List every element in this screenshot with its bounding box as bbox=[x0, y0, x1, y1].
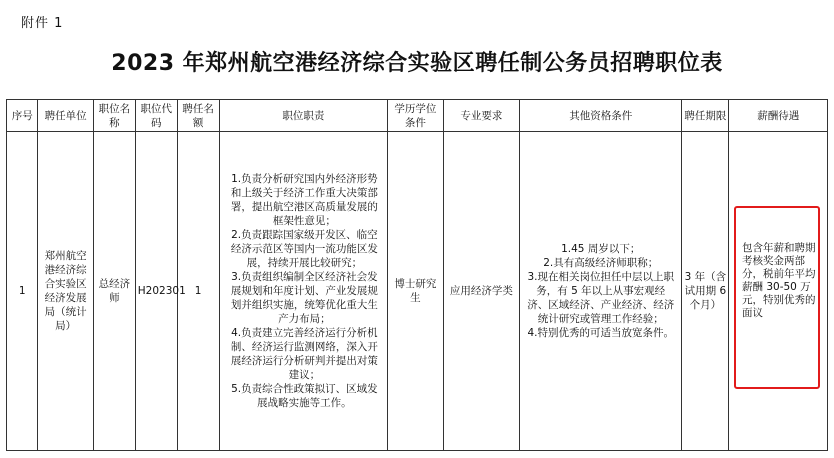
duties-text: 1.负责分析研究国内外经济形势和上级关于经济工作重大决策部署，提出航空港区高质量发展的框架性意见； 2.负责跟踪国家级开发区、临空经济示范区等国内一流功能区发展，持续开展比较研究； 3.负责组织编制全区经济社会发展规划和年度计划、产业发展规划并组织实施，统筹优化重大生产力布局； 4.负责建立完善经济运行分析机制、经济运行监测网络，深入开展经济运行分析研判并提出对策建议； 5.负责综合性政策拟订、区域发展战略实施等工作。 bbox=[230, 173, 378, 409]
job-table bbox=[6, 99, 828, 451]
attachment-label: 附件 1 bbox=[21, 16, 64, 31]
header-duties: 职位职责 bbox=[219, 100, 388, 132]
cell-term: 3 年（含试用期 6 个月） bbox=[682, 132, 729, 451]
header-unit: 聘任单位 bbox=[38, 100, 94, 132]
header-major: 专业要求 bbox=[443, 100, 519, 132]
header-position-code: 职位代码 bbox=[135, 100, 177, 132]
pay-text: 包含年薪和聘期考核奖金两部分，税前年平均薪酬 30-50 万元，特别优秀的面议 bbox=[742, 242, 816, 319]
header-pay: 薪酬待遇 bbox=[729, 100, 828, 132]
header-seq: 序号 bbox=[7, 100, 38, 132]
cell-duties bbox=[219, 132, 388, 451]
header-quota: 聘任名额 bbox=[177, 100, 219, 132]
cell-position-name: 总经济师 bbox=[93, 132, 135, 451]
cell-position-code: H202301 bbox=[135, 132, 177, 451]
header-position-name: 职位名称 bbox=[93, 100, 135, 132]
cell-degree: 博士研究生 bbox=[388, 132, 444, 451]
other-conditions-text: 1.45 周岁以下； 2.具有高级经济师职称； 3.现在相关岗位担任中层以上职务，有 5 年以上从事宏观经济、区域经济、产业经济、经济统计研究或管理工作经验； 4.特别优秀的可适当放宽条件。 bbox=[527, 243, 675, 339]
table-header-row bbox=[7, 100, 828, 132]
cell-other bbox=[520, 132, 682, 451]
cell-quota: 1 bbox=[177, 132, 219, 451]
header-other: 其他资格条件 bbox=[520, 100, 682, 132]
cell-unit: 郑州航空港经济综合实验区经济发展局（统计局） bbox=[38, 132, 94, 451]
document-title: 2023 年郑州航空港经济综合实验区聘任制公务员招聘职位表 bbox=[111, 51, 723, 76]
header-degree: 学历学位条件 bbox=[388, 100, 444, 132]
cell-major: 应用经济学类 bbox=[443, 132, 519, 451]
table-row bbox=[7, 132, 828, 451]
header-term: 聘任期限 bbox=[682, 100, 729, 132]
cell-seq: 1 bbox=[7, 132, 38, 451]
